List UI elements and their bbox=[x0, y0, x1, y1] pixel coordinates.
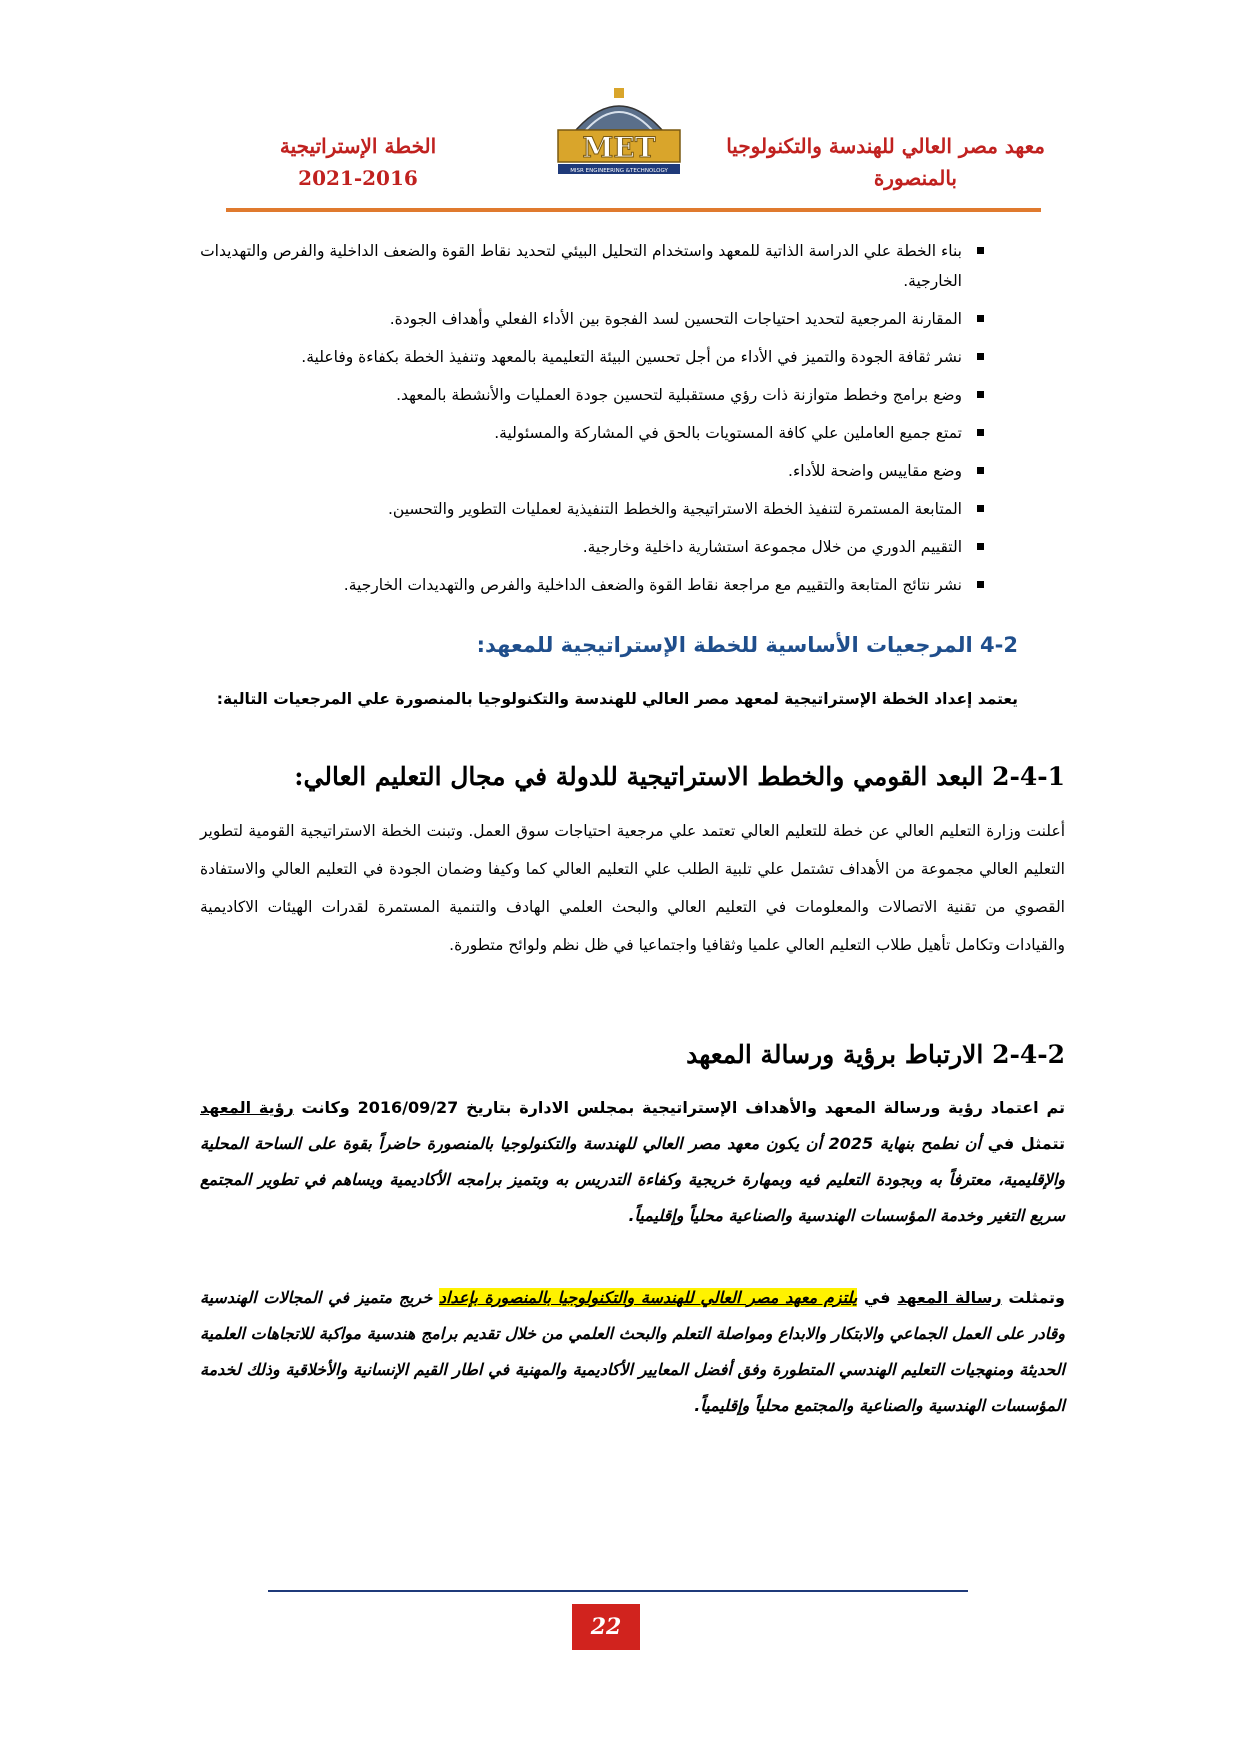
bullet-square-icon bbox=[977, 247, 984, 254]
footer-divider bbox=[268, 1590, 968, 1592]
plan-title: الخطة الإستراتيجية bbox=[279, 134, 437, 158]
bullet-square-icon bbox=[977, 581, 984, 588]
logo-text: MET bbox=[582, 131, 656, 164]
bullet-square-icon bbox=[977, 543, 984, 550]
list-item: تمتع جميع العاملين علي كافة المستويات بالحق في المشاركة والمسئولية. bbox=[200, 418, 990, 448]
mission-text: خريج متميز في المجالات الهندسية وقادر على العمل الجماعي والابتكار والابداع ومواصلة التعلم والبحث العلمي من خلال تقديم برامج هندسية مواكبة للاتجاهات العلمية الحديثة ومنهجيات التعليم الهندسي المتطورة وفق أفضل المعايير الأكاديمية والمهنية في اطار القيم الإنسانية والأخلاقية وذلك لخدمة المؤسسات الهندسية والصناعية والمجتمع محلياً وإقليمياً. bbox=[200, 1288, 1065, 1415]
plan-title-block bbox=[238, 130, 478, 194]
list-item: نشر نتائج المتابعة والتقييم مع مراجعة نقاط القوة والضعف الداخلية والفرص والتهديدات الخارجية. bbox=[200, 570, 990, 600]
list-item: بناء الخطة علي الدراسة الذاتية للمعهد واستخدام التحليل البيئي لتحديد نقاط القوة والضعف الداخلية والفرص والتهديدات الخارجية. bbox=[200, 236, 990, 296]
institute-name-line2: بالمنصورة bbox=[873, 166, 957, 190]
met-logo bbox=[548, 86, 690, 178]
mission-prefix: وتمثلت bbox=[1001, 1288, 1066, 1307]
plan-years: 2021-2016 bbox=[298, 166, 418, 190]
list-item: نشر ثقافة الجودة والتميز في الأداء من أجل تحسين البيئة التعليمية بالمعهد وتنفيذ الخطة بكفاءة وفاعلية. bbox=[200, 342, 990, 372]
bullet-square-icon bbox=[977, 429, 984, 436]
vision-connector: تتمثل في bbox=[980, 1134, 1066, 1153]
vision-label: رؤية المعهد bbox=[200, 1098, 294, 1117]
list-item: المتابعة المستمرة لتنفيذ الخطة الاستراتيجية والخطط التنفيذية لعمليات التطوير والتحسين. bbox=[200, 494, 990, 524]
header-divider bbox=[226, 208, 1041, 212]
vision-intro: تم اعتماد رؤية ورسالة المعهد والأهداف الإستراتيجية بمجلس الادارة بتاريخ 2016/09/27 وكانت bbox=[293, 1098, 1066, 1117]
bullet-square-icon bbox=[977, 353, 984, 360]
page-number: 22 bbox=[572, 1604, 640, 1650]
section-heading-national-dimension: 2-4-1 البعد القومي والخطط الاستراتيجية للدولة في مجال التعليم العالي: bbox=[294, 762, 1065, 791]
mission-highlight: يلتزم معهد مصر العالي للهندسة والتكنولوجيا بالمنصورة بإعداد bbox=[438, 1288, 858, 1307]
mission-connector: في bbox=[857, 1288, 898, 1307]
logo-subtext: MISR ENGINEERING &TECHNOLOGY bbox=[570, 168, 668, 174]
section-heading-vision-mission: 2-4-2 الارتباط برؤية ورسالة المعهد bbox=[686, 1040, 1065, 1069]
references-intro: يعتمد إعداد الخطة الإستراتيجية لمعهد مصر العالي للهندسة والتكنولوجيا بالمنصورة علي المرجعيات التالية: bbox=[216, 690, 1018, 708]
national-dimension-paragraph: أعلنت وزارة التعليم العالي عن خطة للتعليم العالي تعتمد علي مرجعية احتياجات سوق العمل. وتبنت الخطة الاستراتيجية القومية لتطوير التعليم العالي مجموعة من الأهداف تشتمل علي تلبية الطلب علي التعليم العالي كما وكيفا وضمان الجودة في التعليم العالي والاستفادة القصوي من تقنية الاتصالات والمعلومات في التعليم العالي والبحث العلمي الهادف والتنمية المستمرة لقدرات الهيئات الاكاديمية والقيادات وتكامل تأهيل طلاب التعليم العالي علميا وثقافيا واجتماعيا في ظل نظم ولوائح متطورة. bbox=[200, 822, 1065, 954]
bullet-square-icon bbox=[977, 391, 984, 398]
institute-name bbox=[725, 130, 1045, 194]
list-item: وضع برامج وخطط متوازنة ذات رؤي مستقبلية لتحسين جودة العمليات والأنشطة بالمعهد. bbox=[200, 380, 990, 410]
mission-label: رسالة المعهد bbox=[897, 1288, 1002, 1307]
list-item: التقييم الدوري من خلال مجموعة استشارية داخلية وخارجية. bbox=[200, 532, 990, 562]
list-item: المقارنة المرجعية لتحديد احتياجات التحسين لسد الفجوة بين الأداء الفعلي وأهداف الجودة. bbox=[200, 304, 990, 334]
vision-paragraph bbox=[200, 1090, 1065, 1234]
vision-text: أن نطمح بنهاية 2025 أن يكون معهد مصر العالي للهندسة والتكنولوجيا بالمنصورة حاضراً بقوة على الساحة المحلية والإقليمية، معترفاً به وبجودة التعليم فيه وبمهارة خريجية وكفاءة التدريس به وبتميز برامجه الأكاديمية ويساهم في تطوير المجتمع سريع التغير وخدمة المؤسسات الهندسية والصناعية محلياً وإقليمياً. bbox=[200, 1134, 1065, 1225]
institute-name-line1: معهد مصر العالي للهندسة والتكنولوجيا bbox=[726, 134, 1045, 158]
mission-paragraph bbox=[200, 1280, 1065, 1424]
section-heading-references: 4-2 المرجعيات الأساسية للخطة الإستراتيجية للمعهد: bbox=[476, 633, 1018, 657]
bullet-square-icon bbox=[977, 467, 984, 474]
bullet-square-icon bbox=[977, 505, 984, 512]
bullet-square-icon bbox=[977, 315, 984, 322]
list-item: وضع مقاييس واضحة للأداء. bbox=[200, 456, 990, 486]
principles-list bbox=[200, 236, 990, 608]
